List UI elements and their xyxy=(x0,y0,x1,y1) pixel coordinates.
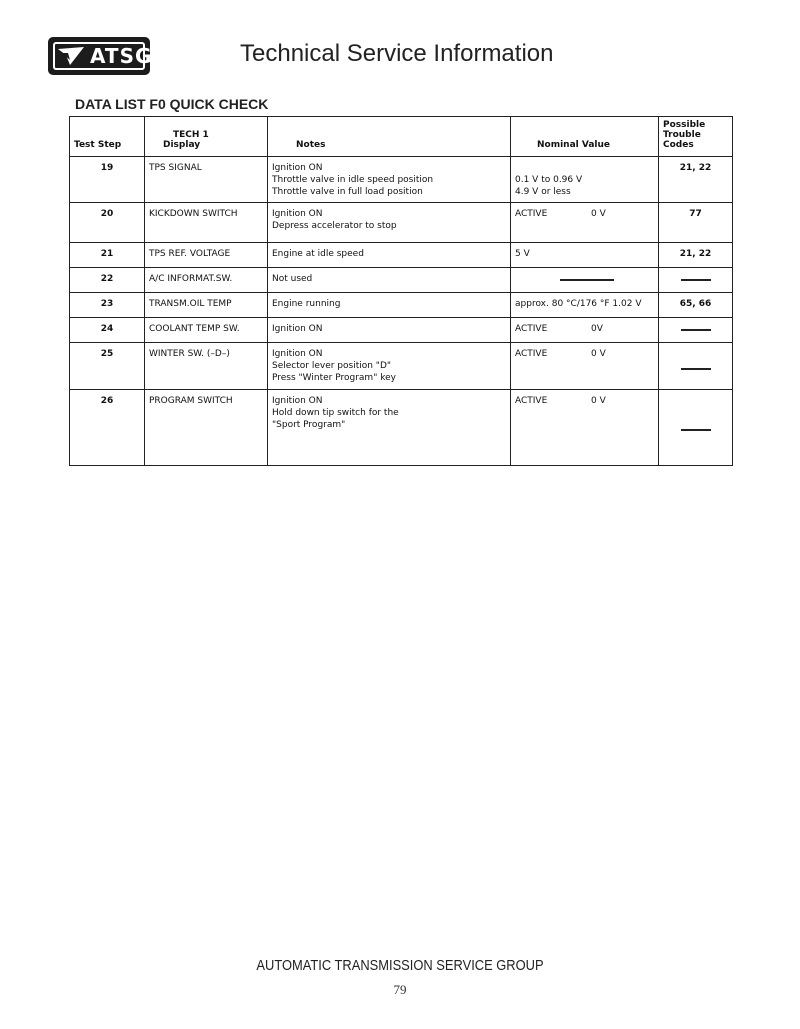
cell-nominal-value xyxy=(511,343,659,390)
page-title: Technical Service Information xyxy=(240,40,554,67)
note-line: Engine at idle speed xyxy=(272,249,364,259)
cell-trouble-codes: 21, 22 xyxy=(659,157,733,203)
cell-display: TPS REF. VOLTAGE xyxy=(145,243,268,268)
note-line: Throttle valve in full load position xyxy=(272,187,423,197)
cell-trouble-codes xyxy=(659,390,733,466)
nominal-row xyxy=(515,348,658,360)
cell-test-step: 20 xyxy=(70,203,145,243)
note-line: Throttle valve in idle speed position xyxy=(272,175,434,185)
cell-nominal-value xyxy=(511,293,659,318)
note-line: Ignition ON xyxy=(272,396,323,406)
nominal-state: ACTIVE xyxy=(515,396,548,406)
cell-test-step: 22 xyxy=(70,268,145,293)
table-header-row xyxy=(70,117,733,157)
data-list-table-wrap xyxy=(69,116,732,464)
cell-notes xyxy=(268,390,511,466)
nominal-row xyxy=(515,395,658,407)
nominal-state: ACTIVE xyxy=(515,209,548,219)
table-row xyxy=(70,203,733,243)
nominal-line: 0.1 V to 0.96 V xyxy=(515,175,583,185)
nominal-row xyxy=(515,248,658,260)
note-line: Ignition ON xyxy=(272,163,323,173)
note-line: Selector lever position "D" xyxy=(272,361,392,371)
table-row xyxy=(70,293,733,318)
table-row xyxy=(70,243,733,268)
nominal-voltage: 0 V xyxy=(591,396,606,406)
page-number: 79 xyxy=(393,982,407,997)
nominal-voltage: 0 V xyxy=(591,349,606,359)
table-row xyxy=(70,343,733,390)
cell-trouble-codes xyxy=(659,343,733,390)
cell-test-step: 26 xyxy=(70,390,145,466)
not-applicable-dash xyxy=(681,429,711,431)
nominal-state: approx. 80 °C/176 °F 1.02 V xyxy=(515,299,642,309)
note-line: "Sport Program" xyxy=(272,420,346,430)
cell-trouble-codes xyxy=(659,318,733,343)
cell-test-step: 24 xyxy=(70,318,145,343)
footer-org: AUTOMATIC TRANSMISSION SERVICE GROUP xyxy=(256,957,544,974)
table-row xyxy=(70,268,733,293)
note-line: Ignition ON xyxy=(272,209,323,219)
nominal-voltage: 0V xyxy=(591,324,603,334)
cell-notes xyxy=(268,343,511,390)
cell-trouble-codes xyxy=(659,268,733,293)
note-line: Ignition ON xyxy=(272,324,323,334)
cell-nominal-value xyxy=(511,157,659,203)
header-nominal-value: Nominal Value xyxy=(511,117,659,157)
cell-notes xyxy=(268,157,511,203)
nominal-state: ACTIVE xyxy=(515,349,548,359)
cell-test-step: 23 xyxy=(70,293,145,318)
cell-display: TPS SIGNAL xyxy=(145,157,268,203)
header-test-step: Test Step xyxy=(70,117,145,157)
cell-notes xyxy=(268,243,511,268)
cell-display: COOLANT TEMP SW. xyxy=(145,318,268,343)
cell-display: PROGRAM SWITCH xyxy=(145,390,268,466)
cell-trouble-codes: 21, 22 xyxy=(659,243,733,268)
cell-notes xyxy=(268,318,511,343)
header-display: TECH 1 Display xyxy=(145,117,268,157)
note-line: Depress accelerator to stop xyxy=(272,221,397,231)
cell-nominal-value xyxy=(511,390,659,466)
note-line: Hold down tip switch for the xyxy=(272,408,399,418)
nominal-line: 4.9 V or less xyxy=(515,187,571,197)
nominal-line xyxy=(515,162,658,174)
table-row xyxy=(70,318,733,343)
not-applicable-dash xyxy=(681,279,711,281)
header-notes: Notes xyxy=(268,117,511,157)
note-line: Press "Winter Program" key xyxy=(272,373,396,383)
nominal-row xyxy=(515,208,658,220)
nominal-state: 5 V xyxy=(515,249,530,259)
table-row xyxy=(70,390,733,466)
cell-test-step: 25 xyxy=(70,343,145,390)
cell-nominal-value xyxy=(511,318,659,343)
not-applicable-dash xyxy=(681,368,711,370)
header-trouble-codes: Possible Trouble Codes xyxy=(659,117,733,157)
cell-nominal-value xyxy=(511,268,659,293)
nominal-state: ACTIVE xyxy=(515,324,548,334)
nominal-row xyxy=(515,298,658,310)
cell-test-step: 19 xyxy=(70,157,145,203)
cell-display: KICKDOWN SWITCH xyxy=(145,203,268,243)
cell-nominal-value xyxy=(511,243,659,268)
data-list-table xyxy=(69,116,733,466)
cell-display: WINTER SW. (–D–) xyxy=(145,343,268,390)
cell-display: TRANSM.OIL TEMP xyxy=(145,293,268,318)
cell-trouble-codes: 65, 66 xyxy=(659,293,733,318)
cell-nominal-value xyxy=(511,203,659,243)
note-line: Not used xyxy=(272,274,313,284)
note-line: Engine running xyxy=(272,299,341,309)
cell-test-step: 21 xyxy=(70,243,145,268)
checkmark-icon xyxy=(56,45,86,67)
not-applicable-dash xyxy=(560,279,614,281)
note-line: Ignition ON xyxy=(272,349,323,359)
section-title: DATA LIST F0 QUICK CHECK xyxy=(75,96,269,112)
nominal-row xyxy=(515,323,658,335)
cell-notes xyxy=(268,268,511,293)
not-applicable-dash xyxy=(681,329,711,331)
nominal-voltage: 0 V xyxy=(591,209,606,219)
cell-notes xyxy=(268,293,511,318)
cell-trouble-codes: 77 xyxy=(659,203,733,243)
atsg-logo xyxy=(48,37,153,75)
logo-text: ATSG xyxy=(90,44,153,68)
cell-notes xyxy=(268,203,511,243)
table-row xyxy=(70,157,733,203)
cell-display: A/C INFORMAT.SW. xyxy=(145,268,268,293)
